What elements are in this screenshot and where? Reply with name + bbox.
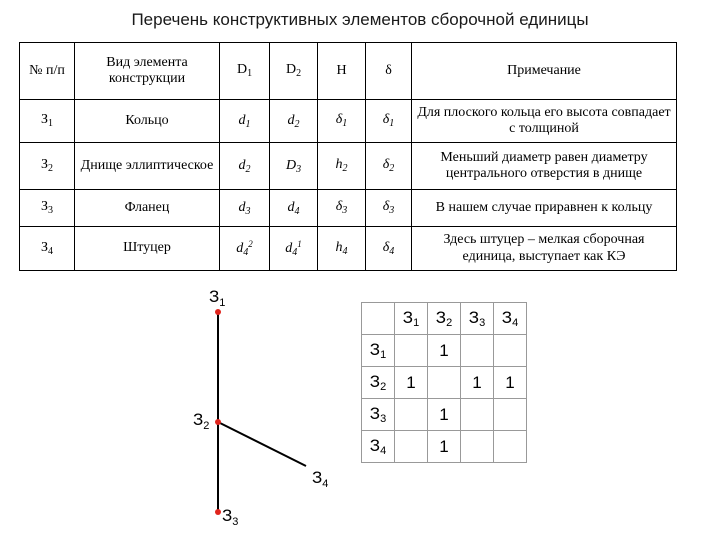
matrix-cell xyxy=(395,335,428,367)
matrix-row-header: З3 xyxy=(362,399,395,431)
graph-node-3 xyxy=(215,509,221,515)
row-kind: Днище эллиптическое xyxy=(75,143,220,190)
matrix-cell xyxy=(461,335,494,367)
header-d2: $D_2$ xyxy=(270,43,318,100)
row-id: $З_4$ xyxy=(20,227,75,271)
matrix-col-header: З1 xyxy=(395,303,428,335)
row-c1: $d_3$ xyxy=(220,190,270,227)
row-c3: $\delta_3$ xyxy=(318,190,366,227)
header-num: № п/п xyxy=(20,43,75,100)
row-id: $З_1$ xyxy=(20,100,75,143)
matrix-cell xyxy=(428,367,461,399)
matrix-corner xyxy=(362,303,395,335)
row-c2: $d_4$ xyxy=(270,190,318,227)
matrix-cell xyxy=(395,431,428,463)
header-kind: Вид элемента конструкции xyxy=(75,43,220,100)
row-c2: $D_3$ xyxy=(270,143,318,190)
matrix-cell: 1 xyxy=(395,367,428,399)
row-c3: $h_4$ xyxy=(318,227,366,271)
matrix-cell xyxy=(395,399,428,431)
matrix-cell: 1 xyxy=(461,367,494,399)
graph-label-2: $З_2$ xyxy=(193,410,210,432)
matrix-cell xyxy=(461,399,494,431)
row-c1: $d_1$ xyxy=(220,100,270,143)
header-delta: δ xyxy=(366,43,412,100)
graph-edge-2-4 xyxy=(218,422,306,466)
matrix-cell xyxy=(494,335,527,367)
row-id: $З_2$ xyxy=(20,143,75,190)
matrix-cell: 1 xyxy=(428,335,461,367)
matrix-row-header: З2 xyxy=(362,367,395,399)
row-c4: $\delta_3$ xyxy=(366,190,412,227)
row-kind: Кольцо xyxy=(75,100,220,143)
row-note: Для плоского кольца его высота совпадает с толщиной xyxy=(412,100,677,143)
matrix-row-header: З4 xyxy=(362,431,395,463)
row-c3: $h_2$ xyxy=(318,143,366,190)
header-h: H xyxy=(318,43,366,100)
matrix-col-header: З3 xyxy=(461,303,494,335)
matrix-cell: 1 xyxy=(494,367,527,399)
header-d1: $D_1$ xyxy=(220,43,270,100)
graph-node-1 xyxy=(215,309,221,315)
row-c1: $d_2$ xyxy=(220,143,270,190)
matrix-cell: 1 xyxy=(428,399,461,431)
matrix-cell xyxy=(461,431,494,463)
row-id: $З_3$ xyxy=(20,190,75,227)
row-note: Здесь штуцер – мелкая сборочная единица, выступает как КЭ xyxy=(412,227,677,271)
row-note: Меньший диаметр равен диаметру центрального отверстия в днище xyxy=(412,143,677,190)
graph-node-2 xyxy=(215,419,221,425)
row-c2: $d_4^1$ xyxy=(270,227,318,271)
row-kind: Фланец xyxy=(75,190,220,227)
row-c1: $d_4^2$ xyxy=(220,227,270,271)
adjacency-matrix xyxy=(361,302,527,463)
page-title: Перечень конструктивных элементов сборочной единицы xyxy=(131,10,589,29)
graph-label-3: $З_3$ xyxy=(222,506,239,528)
matrix-row-header: З1 xyxy=(362,335,395,367)
graph-label-1: $З_1$ xyxy=(209,287,226,309)
header-note: Примечание xyxy=(412,43,677,100)
matrix-col-header: З4 xyxy=(494,303,527,335)
row-c4: $\delta_2$ xyxy=(366,143,412,190)
graph-label-4: $З_4$ xyxy=(312,468,329,490)
row-c4: $\delta_1$ xyxy=(366,100,412,143)
row-c4: $\delta_4$ xyxy=(366,227,412,271)
matrix-cell: 1 xyxy=(428,431,461,463)
matrix-col-header: З2 xyxy=(428,303,461,335)
row-c3: $\delta_1$ xyxy=(318,100,366,143)
row-note: В нашем случае приравнен к кольцу xyxy=(412,190,677,227)
row-c2: $d_2$ xyxy=(270,100,318,143)
row-kind: Штуцер xyxy=(75,227,220,271)
matrix-cell xyxy=(494,399,527,431)
matrix-cell xyxy=(494,431,527,463)
